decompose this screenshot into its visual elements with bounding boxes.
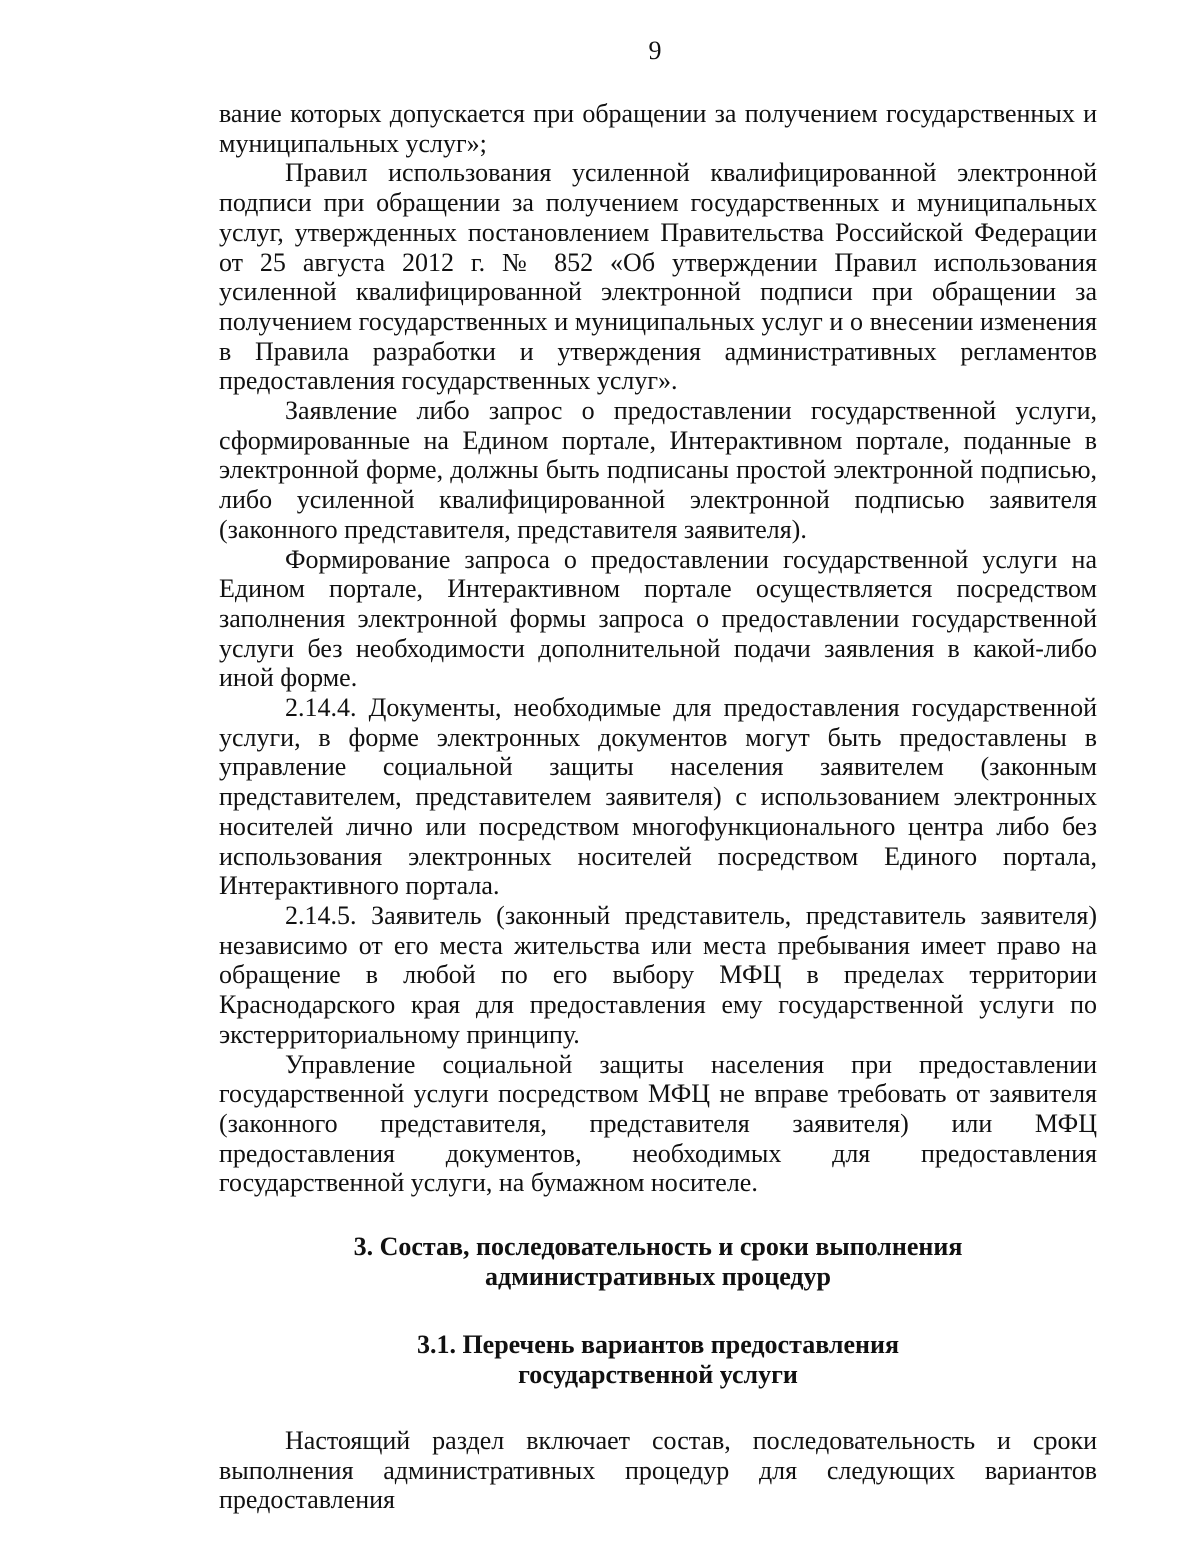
subsection-heading-line2: государственной услуги — [518, 1360, 798, 1390]
subsection-heading-line1: 3.1. Перечень вариантов предоставления — [416, 1330, 900, 1360]
paragraph-request-forming: Формирование запроса о предоставлении государственной услуги на Едином портале, Интерактивном портале осуществляется посредством заполнения электронной формы запроса о предоставлении государственной услуги без необходимости дополнительной подачи заявления в какой-либо иной форме. — [219, 544, 1097, 693]
paragraph-signature-rules: Правил использования усиленной квалифицированной электронной подписи при обращении за получением государственных и муниципальных услуг, утвержденных постановлением Правительства Российской Федерации от 25 августа 2012 г. № 852 «Об утверждении Правил использования усиленной квалифицированной электронной подписи при обращении за получением государственных и муниципальных услуг и о внесении изменения в Правила разработки и утверждения административных регламентов предоставления государственных услуг». — [219, 158, 1097, 396]
paragraph-2-14-4: 2.14.4. Документы, необходимые для предоставления государственной услуги, в форме электронных документов могут быть предоставлены в управление социальной защиты населения заявителем (законным представителем, представителем заявителя) с использованием электронных носителей лично или посредством многофункционального центра либо без использования электронных носителей посредством Единого портала, Интерактивного портала. — [219, 693, 1097, 901]
paragraph-section-intro: Настоящий раздел включает состав, последовательность и сроки выполнения административных процедур для следующих вариантов предоставления — [219, 1426, 1097, 1515]
page-number: 9 — [648, 36, 662, 65]
paragraph-application-signing: Заявление либо запрос о предоставлении государственной услуги, сформированные на Едином портале, Интерактивном портале, поданные в электронной форме, должны быть подписаны простой электронной подписью, либо усиленной квалифицированной электронной подписью заявителя (законного представителя, представителя заявителя). — [219, 396, 1097, 544]
section-heading-line1: 3. Состав, последовательность и сроки выполнения — [353, 1232, 963, 1262]
section-heading — [219, 1232, 1097, 1292]
subsection-heading — [219, 1330, 1097, 1390]
paragraph-mfc-requirements: Управление социальной защиты населения при предоставлении государственной услуги посредством МФЦ не вправе требовать от заявителя (законного представителя, представителя заявителя) или МФЦ предоставления документов, необходимых для предоставления государственной услуги, на бумажном носителе. — [219, 1049, 1097, 1198]
paragraph-continuation: вание которых допускается при обращении за получением государственных и муниципальных услуг»; — [219, 99, 1097, 158]
document-body — [219, 99, 1097, 1515]
section-heading-line2: административных процедур — [484, 1262, 832, 1292]
paragraph-2-14-5: 2.14.5. Заявитель (законный представитель, представитель заявителя) независимо от его места жительства или места пребывания имеет право на обращение в любой по его выбору МФЦ в пределах территории Краснодарского края для предоставления ему государственной услуги по экстерриториальному принципу. — [219, 900, 1097, 1049]
